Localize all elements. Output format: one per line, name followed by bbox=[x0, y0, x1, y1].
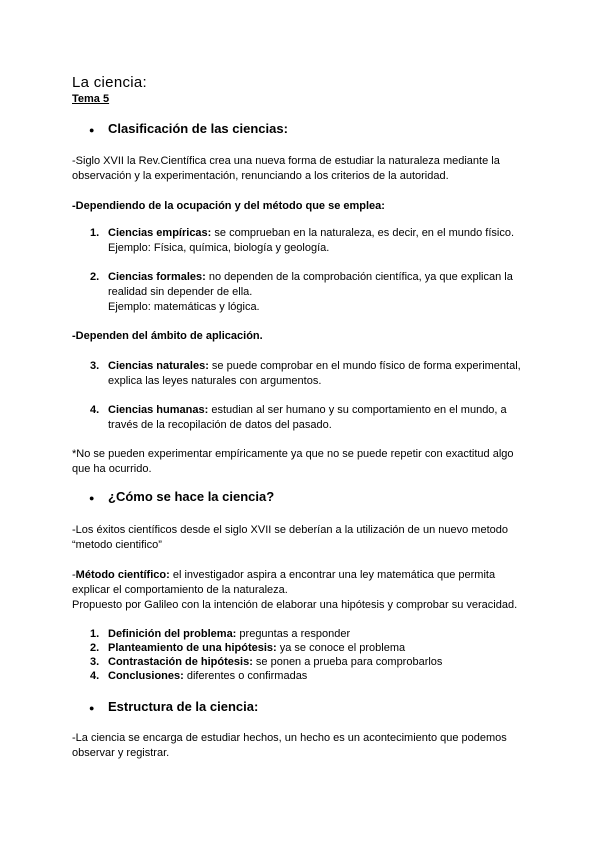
term: Conclusiones: bbox=[108, 670, 184, 682]
paragraph-line-2: observar y registrar. bbox=[72, 747, 170, 759]
list-number: 4. bbox=[90, 404, 100, 416]
method-prefix: - bbox=[72, 569, 76, 581]
bullet-icon: ● bbox=[89, 493, 95, 503]
list-number: 2. bbox=[90, 642, 100, 654]
list-number: 1. bbox=[90, 628, 100, 640]
note-line-1: *No se pueden experimentar empíricamente ya que no se puede repetir con exactitud algo bbox=[72, 448, 514, 460]
step-item bbox=[108, 669, 307, 684]
intro-line-1: -Los éxitos científicos desde el siglo XVII se deberían a la utilización de un nuevo metodo bbox=[72, 524, 508, 536]
definition: estudian al ser humano y su comportamiento en el mundo, a bbox=[208, 404, 507, 416]
term: Definición del problema: bbox=[108, 628, 237, 640]
note-line-2: que ha ocurrido. bbox=[72, 463, 152, 475]
term: Ciencias empíricas: bbox=[108, 227, 212, 239]
term: Ciencias formales: bbox=[108, 271, 206, 283]
term: Contrastación de hipótesis: bbox=[108, 656, 253, 668]
method-line: Propuesto por Galileo con la intención de elaborar una hipótesis y comprobar su veracidad. bbox=[72, 599, 518, 611]
group-heading-ambito: -Dependen del ámbito de aplicación. bbox=[72, 330, 263, 342]
section-heading-clasificacion: Clasificación de las ciencias: bbox=[108, 121, 288, 136]
term: Planteamiento de una hipótesis: bbox=[108, 642, 277, 654]
term: Ciencias naturales: bbox=[108, 360, 209, 372]
section-heading-como: ¿Cómo se hace la ciencia? bbox=[108, 489, 275, 504]
step-item bbox=[108, 627, 350, 642]
list-number: 3. bbox=[90, 360, 100, 372]
term: Ciencias humanas: bbox=[108, 404, 209, 416]
definition: diferentes o confirmadas bbox=[183, 670, 308, 682]
bullet-icon: ● bbox=[89, 703, 95, 713]
list-item-formales bbox=[108, 270, 513, 285]
list-number: 4. bbox=[90, 670, 100, 682]
paragraph-line-1: -La ciencia se encarga de estudiar hechos, un hecho es un acontecimiento que podemos bbox=[72, 732, 507, 744]
list-number: 2. bbox=[90, 271, 100, 283]
page-title: La ciencia: bbox=[72, 74, 148, 91]
list-item-line: explica las leyes naturales con argumentos. bbox=[108, 375, 322, 387]
list-item-line: Ejemplo: Física, química, biología y geología. bbox=[108, 242, 330, 254]
list-item-line: realidad sin depender de ella. bbox=[108, 286, 253, 298]
list-item-naturales bbox=[108, 359, 521, 374]
list-number: 3. bbox=[90, 656, 100, 668]
list-item-line: través de la recopilación de datos del pasado. bbox=[108, 419, 332, 431]
list-item-line: Ejemplo: matemáticas y lógica. bbox=[108, 301, 260, 313]
list-number: 1. bbox=[90, 227, 100, 239]
definition: preguntas a responder bbox=[236, 628, 351, 640]
definition: no dependen de la comprobación científica, ya que explican la bbox=[205, 271, 513, 283]
intro-line-2: “metodo cientifico” bbox=[72, 539, 162, 551]
method-paragraph bbox=[72, 568, 495, 583]
definition: se comprueban en la naturaleza, es decir, en el mundo físico. bbox=[211, 227, 515, 239]
definition: ya se conoce el problema bbox=[276, 642, 406, 654]
definition: se ponen a prueba para comprobarlos bbox=[252, 656, 443, 668]
section-heading-estructura: Estructura de la ciencia: bbox=[108, 699, 259, 714]
group-heading-ocupacion: -Dependiendo de la ocupación y del método que se emplea: bbox=[72, 200, 385, 212]
list-item-humanas bbox=[108, 403, 507, 418]
step-item bbox=[108, 655, 442, 670]
term: Método científico: bbox=[75, 569, 170, 581]
method-line: explicar el comportamiento de la naturaleza. bbox=[72, 584, 288, 596]
bullet-icon: ● bbox=[89, 125, 95, 135]
intro-line-2: observación y la experimentación, renunciando a los criterios de la autoridad. bbox=[72, 170, 449, 182]
intro-line-1: -Siglo XVII la Rev.Científica crea una nueva forma de estudiar la naturaleza mediante la bbox=[72, 155, 500, 167]
definition: se puede comprobar en el mundo físico de forma experimental, bbox=[208, 360, 521, 372]
page-subtitle: Tema 5 bbox=[72, 93, 110, 105]
step-item bbox=[108, 641, 405, 656]
list-item-empiricas bbox=[108, 226, 514, 241]
definition: el investigador aspira a encontrar una ley matemática que permita bbox=[169, 569, 496, 581]
